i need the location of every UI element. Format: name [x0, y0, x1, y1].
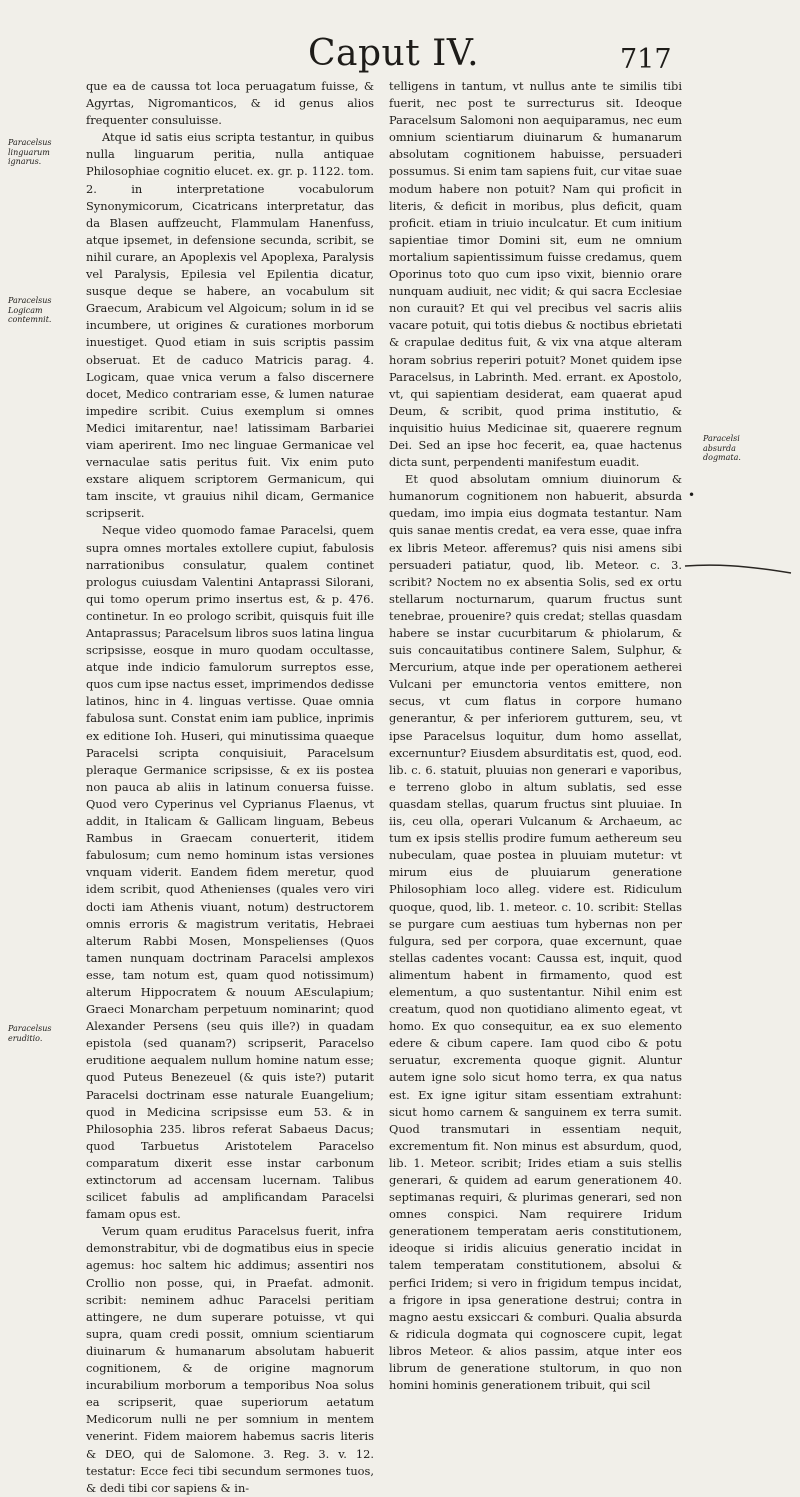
paragraph-left-4: Verum quam eruditus Paracelsus fuerit, infra demonstrabitur, vbi de dogmatibus eius in specie agemus: hoc saltem hic addimus; assentiri nos Crollio non posse, qui, in Praefat. admonit. scribit: neminem adhuc Paracelsi peritiam attingere, ne dum superare potuisse, vt qui supra, quam credi possit, omnium scientiarum diuinarum & humanarum absolutam habuerit cognitionem, & de origine magnorum incurabilium morborum a temporibus Noa solus ea scripserit, quae superiorum aetatum Medicorum nulli ne per somnium in mentem venerint. Fidem maiorem habemus sacris literis & DEO, qui de Salomone. 3. Reg. 3. v. 12. testatur: Ecce feci tibi secundum sermones tuos, & dedi tibi cor sapiens & in-: [86, 1224, 374, 1495]
ink-stroke-mark: [683, 560, 793, 576]
margin-note-absurda-dogmata: Paracelsi absurda dogmata.: [703, 434, 741, 462]
ink-dot-mark: •: [688, 488, 696, 502]
left-text-column: [86, 78, 374, 1497]
paragraph-right-1: telligens in tantum, vt nullus ante te similis tibi fuerit, nec post te surrecturus sit. Ideoque Paracelsum Salomoni non aequiparamus, nec eum omnium scientiarum diuinarum & humanarum absolutam cognitionem habuisse, persuaderi possumus. Si enim tam sapiens fuit, cur vitae suae modum habere non potuit? Nam qui proficit in literis, & deficit in moribus, plus deficit, quam proficit. etiam in triuio inculcatur. Et cum initium sapientiae timor Domini sit, eum ne omnium mortalium sapientissimum fuisse credamus, quem Oporinus toto quo cum ipso vixit, biennio orare nunquam audiuit, nec vidit; & qui sacra Ecclesiae non curauit? Et qui vel precibus vel sacris aliis vacare potuit, qui totis diebus & noctibus ebrietati & crapulae deditus fuit, & vix vna atque alteram horam sobrius reperiri potuit? Monet quidem ipse Paracelsus, in Labrinth. Med. errant. ex Apostolo, vt, qui sapientiam desiderat, eam quaerat apud Deum, & scribit, quod prima institutio, & inquisitio huius Medicinae sit, quaerere regnum Dei. Sed an ipse hoc fecerit, ea, quae hactenus dicta sunt, perpendenti manifestum euadit.: [389, 79, 682, 470]
right-text-column: [389, 78, 682, 1394]
page-number: 717: [620, 44, 672, 75]
margin-note-eruditio: Paracelsus eruditio.: [8, 1024, 52, 1043]
paragraph-left-3: Neque video quomodo famae Paracelsi, quem supra omnes mortales extollere cupiut, fabulosis narrationibus consulatur, qualem continet prologus cuiusdam Valentini Antaprassi Silorani, qui tomo operum primo insertus est, & p. 476. continetur. In eo prologo scribit, quisquis fuit ille Antaprassus; Paracelsum libros suos latina lingua scripsisse, eosque in muro quodam occultasse, atque inde indicio famulorum surreptos esse, quos cum ipse nactus esset, imprimendos dedisse latinos, hinc in 4. linguas vertisse. Quae omnia fabulosa sunt. Constat enim iam publice, inprimis ex editione Ioh. Huseri, qui minutissima quaeque Paracelsi scripta conquisiuit, Paracelsum pleraque Germanice scripsisse, & ex iis postea non pauca ab aliis in latinum conuersa fuisse. Quod vero Cyperinus vel Cyprianus Flaenus, vt addit, in Italicam & Gallicam linguam, Bebeus Rambus in Graecam conuerterit, itidem fabulosum; cum nemo hominum istas versiones vnquam viderit. Eandem fidem meretur, quod idem scribit, quod Athenienses (quales vero viri docti iam Athenis viuant, notum) destructorem omnis erroris & magistrum veritatis, Hebraei alterum Rabbi Mosen, Monspelienses (Quos tamen nunquam doctrinam Paracelsi amplexos esse, tam notum est, quam quod notissimum) alterum Hippocratem & nouum AEsculapium; Graeci Monarcham perpetuum nominarint; quod Alexander Persens (seu quis ille?) in quadam epistola (sed quanam?) scripserit, Paracelso eruditione aequalem nullum homine natum esse; quod Puteus Benezeuel (& quis iste?) putarit Paracelsi doctrinam esse naturale Euangelium; quod in Medicina scripsisse eum 53. & in Philosophia 235. libros referat Sabaeus Dacus; quod Tarbuetus Aristotelem Paracelso comparatum dixerit esse instar carbonum extinctorum ad accensam lucernam. Talibus scilicet fabulis ad amplificandam Paracelsi famam opus est.: [86, 523, 374, 1222]
paragraph-left-2: Atque id satis eius scripta testantur, in quibus nulla linguarum peritia, nulla antiquae Philosophiae cognitio elucet. ex. gr. p. 1122. tom. 2. in interpretatione vocabulorum Synonymicorum, Cicatricans interpretatur, das da Blasen auffzeucht, Flammulam Hanenfuss, atque ipsemet, in defensione secunda, scribit, se nihil curare, an Apoplexis vel Apoplexa, Paralysis vel Paralysis, Epilesia vel Epilentia dicatur, susque deque se habere, an vocabulum sit Graecum, Arabicum vel Algoicum; solum in id se incumbere, ut origines & curationes morborum inuestiget. Quod etiam in suis scriptis passim obseruat. Et de caduco Matricis parag. 4. Logicam, quae vnica verum a falso discernere docet, Medico contrariam esse, & lumen naturae impedire scribit. Cuius exemplum si omnes Medici imitarentur, nae! latissimam Barbariei viam aperirent. Imo nec linguae Germanicae vel vernaculae satis peritus fuit. Vix enim puto exstare aliquem scriptorem Germanicum, qui tam inscite, vt grauius nihil dicam, Germanice scripserit.: [86, 130, 374, 521]
paragraph-right-2: Et quod absolutam omnium diuinorum & humanorum cognitionem non habuerit, absurda quedam, imo impia eius dogmata testantur. Nam quis sanae mentis credat, ea vera esse, quae infra ex libris Meteor. afferemus? quis nisi amens sibi persuaderi patiatur, quod, lib. Meteor. c. 3. scribit? Noctem no ex absentia Solis, sed ex ortu stellarum nocturnarum, quarum fructus sunt tenebrae, prouenire? quis credat; stellas quasdam habere se instar cucurbitarum & phiolarum, & suis concauitatibus continere Salem, Sulphur, & Mercurium, atque inde per operationem aetherei Vulcani per emunctoria ventos emittere, non secus, vt cum flatus in corpore humano generantur, & per inferiorem gutturem, seu, vt ipse Paracelsus loquitur, dum homo assellat, excernuntur? Eiusdem absurditatis est, quod, eod. lib. c. 6. statuit, pluuias non generari e vaporibus, e terreno globo in altum sublatis, sed esse quasdam stellas, quarum fructus sint pluuiae. In iis, ceu olla, operari Vulcanum & Archaeum, ac tum ex ipsis stellis prodire fumum aethereum seu nubeculam, quae postea in pluuiam mutetur: vt mirum eius de pluuiarum generatione Philosophiam loco alleg. videre est. Ridiculum quoque, quod, lib. 1. meteor. c. 10. scribit: Stellas se purgare cum aestiuas tum hybernas non per fulgura, sed per corpora, quae excernunt, quae stellas cadentes vocant: Caussa est, inquit, quod alimentum habent in firmamento, quod est elementum, a quo sustentantur. Nihil enim est creatum, quod non quotidiano alimento egeat, vt homo. Ex quo consequitur, ea ex suo elemento edere & cibum capere. Iam quod cibo & potu seruatur, excrementa quoque gignit. Aluntur autem igne solo sicut homo terra, ex qua natus est. Ex igne igitur sitam essentiam extrahunt: sicut homo carnem & sanguinem ex terra sumit. Quod transmutari in essentiam nequit, excrementum fit. Non minus est absurdum, quod, lib. 1. Meteor. scribit; Irides etiam a suis stellis generari, & quidem ad earum generationem 40. septimanas requiri, & plurimas generari, sed non omnes conspici. Nam requirere Iridum generationem temperatam aeris constitutionem, ideoque si iridis alicuius generatio incidat in talem temperatam constitutionem, absolui & perfici Iridem; si vero in frigidum tempus incidat, a frigore in ipsa generatione destrui; contra in magno aestu exsiccari & comburi. Qualia absurda & ridicula dogmata qui cognoscere cupit, legat libros Meteor. & alios passim, atque inter eos librum de generatione stultorum, in quo non homini hominis generationem tribuit, qui scil: [389, 472, 682, 1393]
paragraph-left-1: que ea de caussa tot loca peruagatum fuisse, & Agyrtas, Nigromanticos, & id genus alios frequenter consuluisse.: [86, 79, 374, 128]
running-head-title: Caput IV.: [308, 33, 480, 74]
margin-note-linguarum: Paracelsus linguarum ignarus.: [8, 138, 52, 166]
margin-note-logicam: Paracelsus Logicam contemnit.: [8, 296, 52, 324]
